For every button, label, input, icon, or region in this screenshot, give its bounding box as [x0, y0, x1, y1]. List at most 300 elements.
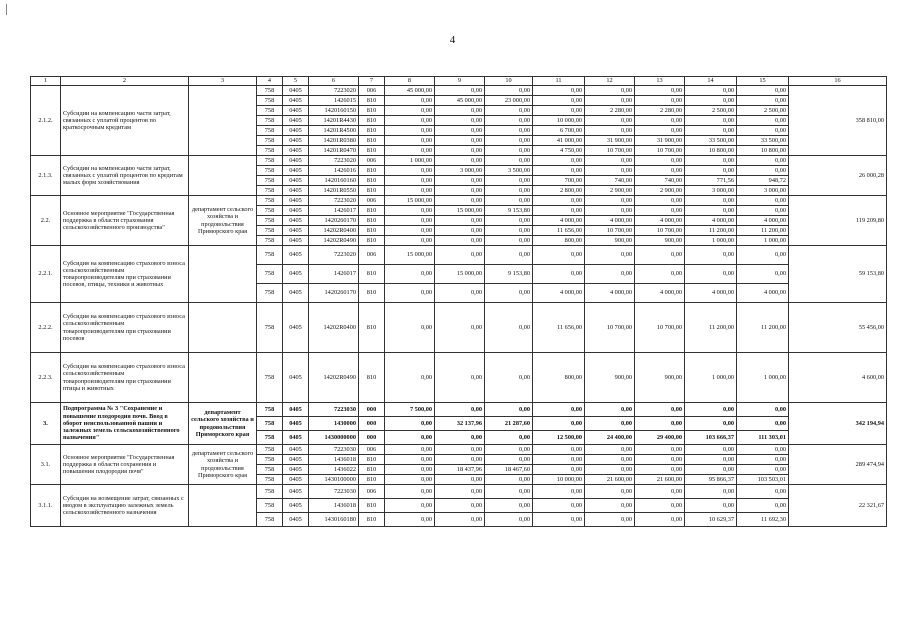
cell-col-10: 0,00 — [485, 176, 533, 186]
cell-col-11: 4 750,00 — [533, 146, 585, 156]
cell-col-14: 33 500,00 — [685, 136, 737, 146]
cell-col-4: 758 — [257, 86, 283, 96]
cell-col-8: 15 000,00 — [385, 246, 435, 265]
cell-col-11: 2 800,00 — [533, 186, 585, 196]
cell-col-5: 0405 — [283, 513, 309, 527]
cell-col-10: 0,00 — [485, 136, 533, 146]
cell-col-6: 1426017 — [309, 206, 359, 216]
cell-col-12: 0,00 — [585, 196, 635, 206]
item-total: 342 194,94 — [789, 403, 887, 445]
cell-col-10: 0,00 — [485, 116, 533, 126]
cell-col-13: 0,00 — [635, 96, 685, 106]
cell-col-8: 0,00 — [385, 353, 435, 403]
column-number-1: 1 — [31, 77, 61, 86]
cell-col-14: 771,56 — [685, 176, 737, 186]
table-row — [31, 353, 887, 403]
cell-col-15: 0,00 — [737, 116, 789, 126]
cell-col-7: 810 — [359, 499, 385, 513]
cell-col-7: 810 — [359, 126, 385, 136]
cell-col-12: 21 600,00 — [585, 475, 635, 485]
item-name: Субсидия на компенсацию страхового взноса сельскохозяйственным товаропроизводителям при страховании птицы и животных — [61, 353, 189, 403]
cell-col-15: 0,00 — [737, 265, 789, 284]
cell-col-15: 1 000,00 — [737, 236, 789, 246]
cell-col-6: 14202R0490 — [309, 353, 359, 403]
cell-col-7: 810 — [359, 455, 385, 465]
cell-col-13: 0,00 — [635, 126, 685, 136]
column-number-5: 5 — [283, 77, 309, 86]
cell-col-9: 0,00 — [435, 106, 485, 116]
cell-col-4: 758 — [257, 485, 283, 499]
cell-col-7: 006 — [359, 246, 385, 265]
cell-col-7: 810 — [359, 116, 385, 126]
cell-col-7: 810 — [359, 353, 385, 403]
cell-col-10: 0,00 — [485, 475, 533, 485]
cell-col-13: 31 900,00 — [635, 136, 685, 146]
cell-col-9: 0,00 — [435, 216, 485, 226]
cell-col-5: 0405 — [283, 136, 309, 146]
cell-col-9: 0,00 — [435, 431, 485, 445]
cell-col-7: 810 — [359, 513, 385, 527]
cell-col-13: 10 700,00 — [635, 226, 685, 236]
column-number-14: 14 — [685, 77, 737, 86]
cell-col-12: 740,00 — [585, 176, 635, 186]
cell-col-9: 0,00 — [435, 136, 485, 146]
cell-col-12: 10 700,00 — [585, 146, 635, 156]
cell-col-12: 0,00 — [585, 445, 635, 455]
cell-col-4: 758 — [257, 513, 283, 527]
cell-col-5: 0405 — [283, 353, 309, 403]
cell-col-10: 0,00 — [485, 513, 533, 527]
cell-col-7: 006 — [359, 445, 385, 455]
cell-col-5: 0405 — [283, 265, 309, 284]
cell-col-15: 11 200,00 — [737, 226, 789, 236]
cell-col-10: 0,00 — [485, 86, 533, 96]
cell-col-5: 0405 — [283, 196, 309, 206]
cell-col-9: 0,00 — [435, 455, 485, 465]
cell-col-6: 1426017 — [309, 265, 359, 284]
cell-col-10: 0,00 — [485, 126, 533, 136]
cell-col-5: 0405 — [283, 106, 309, 116]
cell-col-14: 1 000,00 — [685, 353, 737, 403]
cell-col-5: 0405 — [283, 499, 309, 513]
cell-col-14: 0,00 — [685, 455, 737, 465]
cell-col-5: 0405 — [283, 246, 309, 265]
cell-col-15: 3 000,00 — [737, 186, 789, 196]
cell-col-15: 0,00 — [737, 156, 789, 166]
cell-col-15: 0,00 — [737, 206, 789, 216]
cell-col-9: 15 000,00 — [435, 265, 485, 284]
cell-col-12: 0,00 — [585, 499, 635, 513]
cell-col-9: 0,00 — [435, 485, 485, 499]
cell-col-13: 0,00 — [635, 166, 685, 176]
cell-col-8: 0,00 — [385, 417, 435, 431]
cell-col-14: 0,00 — [685, 206, 737, 216]
cell-col-6: 7223020 — [309, 246, 359, 265]
cell-col-13: 900,00 — [635, 236, 685, 246]
cell-col-14: 0,00 — [685, 86, 737, 96]
cell-col-14: 0,00 — [685, 265, 737, 284]
cell-col-14: 2 500,00 — [685, 106, 737, 116]
cell-col-11: 10 000,00 — [533, 116, 585, 126]
cell-col-4: 758 — [257, 465, 283, 475]
cell-col-12: 0,00 — [585, 126, 635, 136]
cell-col-5: 0405 — [283, 156, 309, 166]
cell-col-12: 4 000,00 — [585, 216, 635, 226]
cell-col-15: 0,00 — [737, 499, 789, 513]
cell-col-14: 1 000,00 — [685, 236, 737, 246]
cell-col-6: 7223020 — [309, 196, 359, 206]
cell-col-5: 0405 — [283, 431, 309, 445]
cell-col-7: 006 — [359, 196, 385, 206]
cell-col-13: 740,00 — [635, 176, 685, 186]
cell-col-12: 0,00 — [585, 403, 635, 417]
cell-col-6: 7223030 — [309, 403, 359, 417]
cell-col-4: 758 — [257, 216, 283, 226]
cell-col-5: 0405 — [283, 96, 309, 106]
cell-col-8: 0,00 — [385, 176, 435, 186]
cell-col-6: 1420260170 — [309, 284, 359, 303]
table-row — [31, 196, 887, 206]
cell-col-5: 0405 — [283, 146, 309, 156]
cell-col-13: 4 000,00 — [635, 284, 685, 303]
cell-col-7: 810 — [359, 265, 385, 284]
cell-col-12: 0,00 — [585, 485, 635, 499]
cell-col-9: 0,00 — [435, 475, 485, 485]
cell-col-7: 000 — [359, 417, 385, 431]
cell-col-4: 758 — [257, 417, 283, 431]
cell-col-11: 11 656,00 — [533, 303, 585, 353]
cell-col-6: 1420160150 — [309, 106, 359, 116]
cell-col-5: 0405 — [283, 303, 309, 353]
cell-col-12: 0,00 — [585, 246, 635, 265]
cell-col-15: 0,00 — [737, 465, 789, 475]
cell-col-10: 0,00 — [485, 403, 533, 417]
cell-col-5: 0405 — [283, 417, 309, 431]
cell-col-6: 1420160160 — [309, 176, 359, 186]
cell-col-8: 0,00 — [385, 465, 435, 475]
cell-col-10: 0,00 — [485, 156, 533, 166]
cell-col-4: 758 — [257, 236, 283, 246]
item-executor — [189, 485, 257, 527]
item-number: 3. — [31, 403, 61, 445]
cell-col-9: 45 000,00 — [435, 96, 485, 106]
item-total: 358 810,00 — [789, 86, 887, 156]
cell-col-12: 2 900,00 — [585, 186, 635, 196]
cell-col-6: 14201R4430 — [309, 116, 359, 126]
cell-col-12: 10 700,00 — [585, 226, 635, 236]
item-name: Основное мероприятие "Государственная поддержка в области сохранения и повышения плодородия почв" — [61, 445, 189, 485]
cell-col-11: 4 000,00 — [533, 284, 585, 303]
column-number-4: 4 — [257, 77, 283, 86]
cell-col-4: 758 — [257, 455, 283, 465]
cell-col-7: 000 — [359, 431, 385, 445]
cell-col-9: 0,00 — [435, 126, 485, 136]
cell-col-10: 0,00 — [485, 455, 533, 465]
cell-col-5: 0405 — [283, 403, 309, 417]
cell-col-15: 11 200,00 — [737, 303, 789, 353]
cell-col-5: 0405 — [283, 216, 309, 226]
cell-col-6: 1436018 — [309, 499, 359, 513]
cell-col-6: 7223030 — [309, 485, 359, 499]
cell-col-5: 0405 — [283, 455, 309, 465]
cell-col-7: 810 — [359, 136, 385, 146]
cell-col-14: 0,00 — [685, 126, 737, 136]
cell-col-8: 1 000,00 — [385, 156, 435, 166]
table-row — [31, 246, 887, 265]
cell-col-6: 7223020 — [309, 86, 359, 96]
cell-col-13: 0,00 — [635, 465, 685, 475]
cell-col-6: 14202R0400 — [309, 303, 359, 353]
cell-col-7: 810 — [359, 226, 385, 236]
cell-col-4: 758 — [257, 176, 283, 186]
cell-col-11: 0,00 — [533, 156, 585, 166]
cell-col-4: 758 — [257, 226, 283, 236]
cell-col-8: 0,00 — [385, 513, 435, 527]
cell-col-4: 758 — [257, 475, 283, 485]
cell-col-10: 0,00 — [485, 236, 533, 246]
item-number: 2.2.2. — [31, 303, 61, 353]
cell-col-14: 11 200,00 — [685, 226, 737, 236]
cell-col-5: 0405 — [283, 186, 309, 196]
cell-col-10: 0,00 — [485, 196, 533, 206]
cell-col-15: 0,00 — [737, 403, 789, 417]
cell-col-6: 14201R0380 — [309, 136, 359, 146]
cell-col-6: 1426015 — [309, 96, 359, 106]
cell-col-11: 0,00 — [533, 499, 585, 513]
cell-col-8: 0,00 — [385, 186, 435, 196]
cell-col-7: 810 — [359, 465, 385, 475]
cell-col-11: 800,00 — [533, 353, 585, 403]
cell-col-15: 10 800,00 — [737, 146, 789, 156]
cell-col-10: 0,00 — [485, 303, 533, 353]
column-number-6: 6 — [309, 77, 359, 86]
cell-col-10: 0,00 — [485, 246, 533, 265]
item-total: 55 456,00 — [789, 303, 887, 353]
cell-col-8: 0,00 — [385, 106, 435, 116]
cell-col-14: 10 800,00 — [685, 146, 737, 156]
cell-col-12: 0,00 — [585, 417, 635, 431]
cell-col-14: 0,00 — [685, 196, 737, 206]
cell-col-14: 0,00 — [685, 445, 737, 455]
cell-col-10: 0,00 — [485, 146, 533, 156]
cell-col-14: 0,00 — [685, 246, 737, 265]
cell-col-15: 0,00 — [737, 86, 789, 96]
cell-col-15: 0,00 — [737, 126, 789, 136]
cell-col-6: 1430100000 — [309, 475, 359, 485]
item-executor: департамент сельского хозяйства и продовольствия Приморского края — [189, 445, 257, 485]
cell-col-15: 111 303,01 — [737, 431, 789, 445]
item-total: 26 000,28 — [789, 156, 887, 196]
cell-col-4: 758 — [257, 146, 283, 156]
cell-col-7: 810 — [359, 236, 385, 246]
cell-col-15: 2 500,00 — [737, 106, 789, 116]
cell-col-12: 2 280,00 — [585, 106, 635, 116]
cell-col-15: 0,00 — [737, 196, 789, 206]
cell-col-13: 0,00 — [635, 116, 685, 126]
cell-col-6: 14202R0400 — [309, 226, 359, 236]
cell-col-14: 0,00 — [685, 417, 737, 431]
cell-col-8: 0,00 — [385, 499, 435, 513]
cell-col-9: 0,00 — [435, 284, 485, 303]
cell-col-6: 1430000000 — [309, 431, 359, 445]
cell-col-15: 1 000,00 — [737, 353, 789, 403]
cell-col-9: 0,00 — [435, 226, 485, 236]
cell-col-7: 810 — [359, 96, 385, 106]
cell-col-13: 0,00 — [635, 206, 685, 216]
table-row — [31, 303, 887, 353]
cell-col-7: 006 — [359, 156, 385, 166]
cell-col-8: 0,00 — [385, 96, 435, 106]
cell-col-12: 0,00 — [585, 265, 635, 284]
item-number: 2.2. — [31, 196, 61, 246]
item-number: 2.2.1. — [31, 246, 61, 303]
cell-col-7: 810 — [359, 146, 385, 156]
table-row — [31, 86, 887, 96]
cell-col-9: 3 000,00 — [435, 166, 485, 176]
cell-col-11: 0,00 — [533, 455, 585, 465]
item-name: Субсидии на компенсацию части затрат, связанных с уплатой процентов по краткосрочным кредитам — [61, 86, 189, 156]
cell-col-11: 41 000,00 — [533, 136, 585, 146]
column-number-16: 16 — [789, 77, 887, 86]
cell-col-13: 0,00 — [635, 196, 685, 206]
cell-col-9: 0,00 — [435, 236, 485, 246]
cell-col-9: 0,00 — [435, 353, 485, 403]
item-name: Субсидии на компенсацию части затрат, связанных с уплатой процентов по кредитам малых форм хозяйствования — [61, 156, 189, 196]
column-number-3: 3 — [189, 77, 257, 86]
cell-col-11: 0,00 — [533, 445, 585, 455]
page-number: 4 — [449, 34, 456, 46]
cell-col-12: 0,00 — [585, 465, 635, 475]
header-row — [31, 77, 887, 86]
item-total: 119 209,80 — [789, 196, 887, 246]
cell-col-11: 0,00 — [533, 166, 585, 176]
cell-col-4: 758 — [257, 196, 283, 206]
cell-col-11: 800,00 — [533, 236, 585, 246]
cell-col-8: 0,00 — [385, 216, 435, 226]
item-executor — [189, 246, 257, 303]
item-executor — [189, 303, 257, 353]
cell-col-9: 0,00 — [435, 156, 485, 166]
cell-col-4: 758 — [257, 116, 283, 126]
cell-col-8: 0,00 — [385, 136, 435, 146]
item-executor — [189, 353, 257, 403]
item-name: Основное мероприятие "Государственная поддержка в области страхования сельскохозяйственного производства" — [61, 196, 189, 246]
cell-col-4: 758 — [257, 136, 283, 146]
cell-col-9: 15 000,00 — [435, 206, 485, 216]
cell-col-9: 0,00 — [435, 303, 485, 353]
cell-col-6: 1436022 — [309, 465, 359, 475]
column-number-11: 11 — [533, 77, 585, 86]
cell-col-15: 0,00 — [737, 166, 789, 176]
cell-col-4: 758 — [257, 96, 283, 106]
cell-col-13: 2 900,00 — [635, 186, 685, 196]
cell-col-8: 0,00 — [385, 303, 435, 353]
cell-col-4: 758 — [257, 166, 283, 176]
cell-col-12: 0,00 — [585, 206, 635, 216]
cell-col-13: 4 000,00 — [635, 216, 685, 226]
cell-col-13: 0,00 — [635, 403, 685, 417]
table-row — [31, 156, 887, 166]
cell-col-4: 758 — [257, 206, 283, 216]
cell-col-9: 0,00 — [435, 246, 485, 265]
cell-col-6: 14202R0490 — [309, 236, 359, 246]
cell-col-4: 758 — [257, 246, 283, 265]
cell-col-6: 14201R0550 — [309, 186, 359, 196]
cell-col-15: 948,72 — [737, 176, 789, 186]
cell-col-9: 0,00 — [435, 146, 485, 156]
cell-col-6: 1420260170 — [309, 216, 359, 226]
item-number: 2.1.3. — [31, 156, 61, 196]
cell-col-8: 0,00 — [385, 166, 435, 176]
cell-col-8: 0,00 — [385, 445, 435, 455]
cell-col-6: 14201R0470 — [309, 146, 359, 156]
cell-col-14: 0,00 — [685, 485, 737, 499]
cell-col-5: 0405 — [283, 176, 309, 186]
cell-col-11: 0,00 — [533, 246, 585, 265]
cell-col-11: 4 000,00 — [533, 216, 585, 226]
column-number-13: 13 — [635, 77, 685, 86]
cell-col-11: 11 656,00 — [533, 226, 585, 236]
page-edge-mark — [6, 4, 7, 15]
cell-col-6: 1430000 — [309, 417, 359, 431]
item-executor: департамент сельского хозяйства и продовольствия Приморского края — [189, 196, 257, 246]
cell-col-4: 758 — [257, 499, 283, 513]
cell-col-10: 0,00 — [485, 353, 533, 403]
cell-col-6: 7223030 — [309, 445, 359, 455]
column-number-8: 8 — [385, 77, 435, 86]
cell-col-6: 7223020 — [309, 156, 359, 166]
item-name: Субсидия на компенсацию страхового взноса сельскохозяйственным товаропроизводителям при страховании посевов, птицы, техники и животных — [61, 246, 189, 303]
cell-col-5: 0405 — [283, 475, 309, 485]
cell-col-4: 758 — [257, 353, 283, 403]
cell-col-13: 0,00 — [635, 513, 685, 527]
item-name: Подпрограмма № 3 "Сохранение и повышение плодородия почв. Ввод в оборот неиспользованной пашни и залежных земель сельскохозяйственного назначения" — [61, 403, 189, 445]
cell-col-7: 810 — [359, 176, 385, 186]
cell-col-10: 21 287,60 — [485, 417, 533, 431]
cell-col-13: 0,00 — [635, 156, 685, 166]
cell-col-15: 0,00 — [737, 246, 789, 265]
cell-col-8: 0,00 — [385, 206, 435, 216]
cell-col-7: 810 — [359, 106, 385, 116]
cell-col-10: 0,00 — [485, 186, 533, 196]
cell-col-15: 4 000,00 — [737, 216, 789, 226]
cell-col-12: 0,00 — [585, 166, 635, 176]
cell-col-14: 0,00 — [685, 96, 737, 106]
cell-col-10: 0,00 — [485, 106, 533, 116]
cell-col-9: 0,00 — [435, 196, 485, 206]
cell-col-7: 810 — [359, 216, 385, 226]
cell-col-11: 0,00 — [533, 403, 585, 417]
cell-col-10: 3 500,00 — [485, 166, 533, 176]
cell-col-7: 000 — [359, 403, 385, 417]
column-number-2: 2 — [61, 77, 189, 86]
cell-col-10: 0,00 — [485, 485, 533, 499]
cell-col-8: 0,00 — [385, 455, 435, 465]
cell-col-4: 758 — [257, 284, 283, 303]
item-number: 2.2.3. — [31, 353, 61, 403]
cell-col-11: 0,00 — [533, 106, 585, 116]
cell-col-14: 95 866,37 — [685, 475, 737, 485]
cell-col-13: 0,00 — [635, 499, 685, 513]
cell-col-9: 18 437,96 — [435, 465, 485, 475]
column-number-9: 9 — [435, 77, 485, 86]
column-number-7: 7 — [359, 77, 385, 86]
column-number-15: 15 — [737, 77, 789, 86]
cell-col-13: 0,00 — [635, 417, 685, 431]
cell-col-12: 4 000,00 — [585, 284, 635, 303]
cell-col-4: 758 — [257, 403, 283, 417]
item-name: Субсидия на компенсацию страхового взноса сельскохозяйственным товаропроизводителям при страховании посевов — [61, 303, 189, 353]
